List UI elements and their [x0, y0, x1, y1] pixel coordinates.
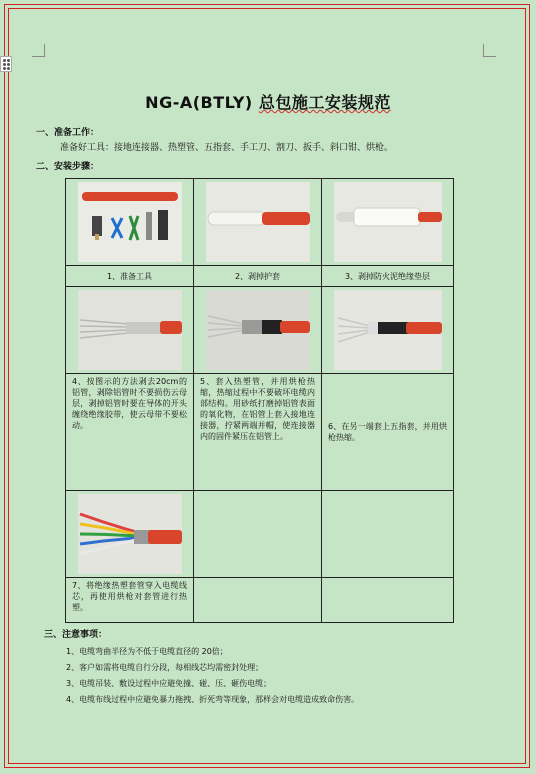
- step5-photo-cell: [194, 287, 322, 374]
- step2-photo-cell: [194, 179, 322, 266]
- step2-caption: 2、剥掉护套: [194, 266, 322, 287]
- margin-corner-mark-right: [483, 44, 496, 57]
- step3-photo: [334, 182, 441, 262]
- step4-caption: 4、按图示的方法剥去20cm的铝管，剥除铝管时不要损伤云母层，剥掉铝管时要在导体的开头缠绕绝缘胶带，使云母带不要松动。: [66, 374, 194, 491]
- step6-caption: 6、在另一端套上五指套，并用烘枪热缩。: [322, 374, 454, 491]
- step4-photo: [78, 290, 181, 370]
- section2-heading: 二、安装步骤：: [36, 162, 100, 172]
- empty-cell: [194, 578, 322, 623]
- step2-photo: [206, 182, 309, 262]
- section3-heading: 三、注意事项：: [44, 630, 108, 640]
- step7-photo-cell: [66, 491, 194, 578]
- document-title: NG-A(BTLY) 总包施工安装规范: [145, 93, 391, 112]
- move-handle-icon[interactable]: [0, 56, 12, 72]
- note-item: 4、电缆布线过程中应避免暴力拖拽、折死弯等现象，那样会对电缆造成致命伤害。: [66, 695, 360, 704]
- notes-list: [66, 644, 359, 708]
- note-item: 3、电缆吊装、敷设过程中应避免撞、碰、压、砸伤电缆；: [66, 679, 272, 688]
- note-item: 2、客户如需将电缆自行分段，每相线芯均需密封处理；: [66, 663, 264, 672]
- steps-table: [65, 178, 454, 623]
- step5-caption: 5、套入热塑管，并用烘枪热缩，热缩过程中不要破坏电缆内部结构。用砂纸打磨掉铝管表面的氧化物，在铝管上套入接地连接器，拧紧两端并帽，使连接器内的固件紧压在铝管上。: [194, 374, 322, 491]
- step7-photo: [78, 494, 181, 574]
- document-title-underlined: 总包施工安装规范: [258, 93, 391, 112]
- step3-caption: 3、剥掉防火泥绝缘垫层: [322, 266, 454, 287]
- note-item: 1、电缆弯曲半径为不低于电缆直径的 20倍；: [66, 647, 228, 656]
- step4-photo-cell: [66, 287, 194, 374]
- tools-list: 准备好工具：接地连接器、热塑管、五指套、手工刀、割刀、扳手、斜口钳、烘枪。: [60, 143, 394, 153]
- step1-caption: 1、准备工具: [66, 266, 194, 287]
- step3-photo-cell: [322, 179, 454, 266]
- section1-heading: 一、准备工作：: [36, 128, 100, 138]
- empty-cell: [322, 491, 454, 578]
- step7-caption: 7、将绝缘热塑套管穿入电缆线芯，再使用烘枪对套管进行热塑。: [66, 578, 194, 623]
- margin-corner-mark-left: [32, 44, 45, 57]
- step1-photo: [78, 182, 181, 262]
- step6-photo-cell: [322, 287, 454, 374]
- empty-cell: [194, 491, 322, 578]
- step5-photo: [206, 290, 309, 370]
- step6-photo: [334, 290, 441, 370]
- step1-photo-cell: [66, 179, 194, 266]
- empty-cell: [322, 578, 454, 623]
